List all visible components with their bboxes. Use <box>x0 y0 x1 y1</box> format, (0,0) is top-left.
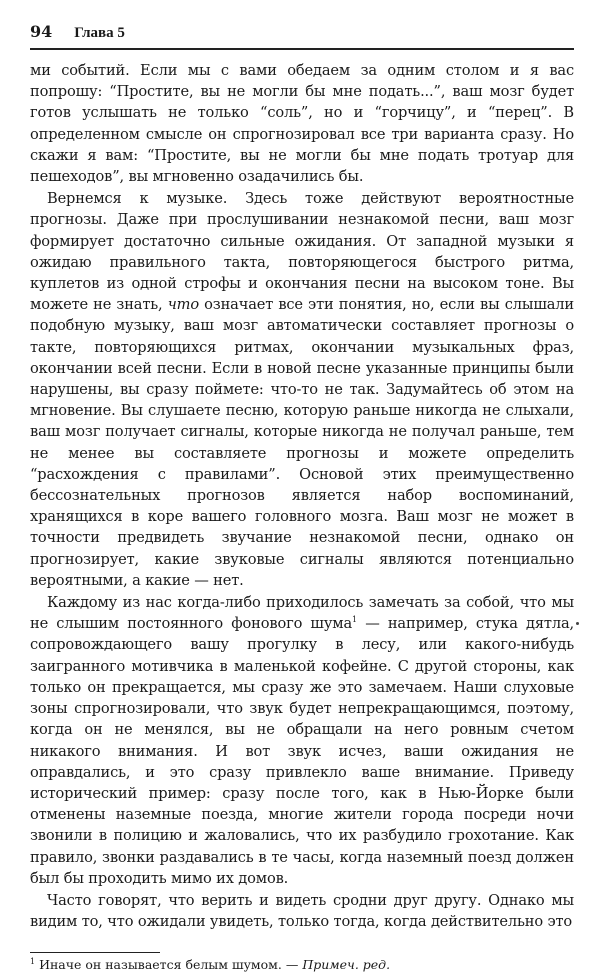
footnote-editor-note: Примеч. ред. <box>302 957 391 973</box>
header-rule <box>30 48 574 50</box>
footnote <box>30 956 574 974</box>
paragraph-3-part-a: Каждому из нас когда-либо приходилось замечать за собой, что мы не слышим постоянного фонового шума <box>30 594 574 633</box>
chapter-title: Глава 5 <box>74 25 125 41</box>
paragraph-2-part-b: означает все эти понятия, но, если вы слышали подобную музыку, ваш мозг автоматически составляет прогнозы о такте, повторяющихся ритмах, окончании музыкальных фраз, окончании всей песни. Если в новой песне указанные принципы были нарушены, вы сразу поймете: что-то не так. Задумайтесь об этом на мгновение. Вы слушаете песню, которую раньше никогда не слыхали, ваш мозг получает сигналы, которые никогда не получал раньше, тем не менее вы составляете прогнозы и можете определить “расхождения с правилами”. Основой этих преимущественно бессознательных прогнозов является набор воспоминаний, хранящихся в коре вашего головного мозга. Ваш мозг не может в точности предвидеть звучание незнакомой песни, однако он прогнозирует, какие звуковые сигналы являются потенциально вероятными, а какие — нет. <box>30 296 574 589</box>
scan-speck <box>576 622 579 625</box>
paragraph-1: ми событий. Если мы с вами обедаем за одним столом и я вас попрошу: “Простите, вы не могли бы мне подать...”, ваш мозг будет готов услышать не только “соль”, но и “горчицу”, и “перец”. В определенном смысле он спрогнозировал все три варианта сразу. Но скажи я вам: “Простите, вы не могли бы мне подать тротуар для пешеходов”, вы мгновенно озадачились бы. <box>30 62 574 186</box>
book-page <box>30 22 574 974</box>
paragraph-2 <box>30 188 574 591</box>
running-header <box>30 22 574 44</box>
paragraph-4: Часто говорят, что верить и видеть сродни друг другу. Однако мы видим то, что ожидали увидеть, только тогда, когда действительно это <box>30 891 574 931</box>
page-number: 94 <box>30 22 53 41</box>
paragraph-2-part-a: Вернемся к музыке. Здесь тоже действуют вероятностные прогнозы. Даже при прослушивании незнакомой песни, ваш мозг формирует достаточно сильные ожидания. От западной музыки я ожидаю правильного такта, повторяющегося быстрого ритма, куплетов из одной строфы и окончания песни на высоком тоне. Вы можете не знать, <box>30 190 574 314</box>
footnote-reference[interactable]: 1 <box>352 615 357 625</box>
emphasis-word: что <box>167 296 199 314</box>
paragraph-3-part-b: — например, стука дятла, сопровождающего вашу прогулку в лесу, или какого-нибудь заигранного мотивчика в маленькой кофейне. С другой стороны, как только он прекращается, мы сразу же это замечаем. Наши слуховые зоны спрогнозировали, что звук будет непрекращающимся, поэтому, когда он не менялся, вы не обращали на него ровным счетом никакого внимания. И вот звук исчез, ваши ожидания не оправдались, и это сразу привлекло ваше внимание. Приведу исторический пример: сразу после того, как в Нью-Йорке были отменены наземные поезда, многие жители города посреди ночи звонили в полицию и жаловались, что их разбудило грохотание. Как правило, звонки раздавались в те часы, когда наземный поезд должен был бы проходить мимо их домов. <box>30 615 574 887</box>
footnote-mark: 1 <box>30 957 36 967</box>
page-body <box>30 60 574 932</box>
footnote-text: Иначе он называется белым шумом. — <box>39 957 303 973</box>
footnote-rule <box>30 952 160 953</box>
paragraph-3 <box>30 592 574 889</box>
